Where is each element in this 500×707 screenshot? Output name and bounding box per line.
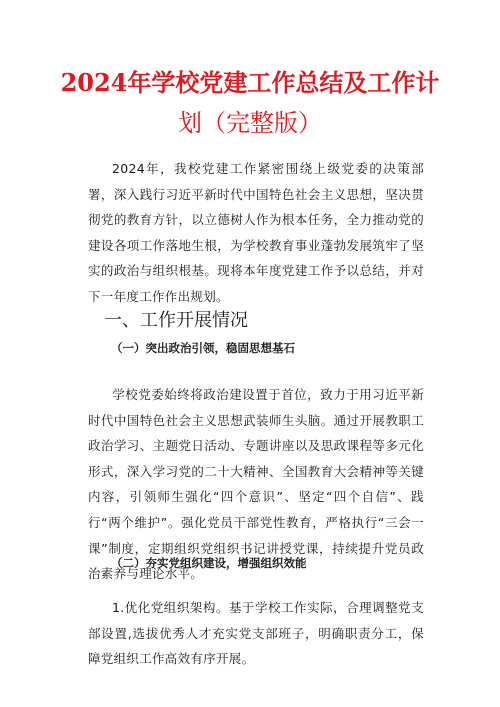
subsection-heading-1: （一）突出政治引领，稳固思想基石 xyxy=(111,341,295,355)
document-title-line2: 划（完整版） xyxy=(178,109,322,137)
section-heading-1: 一、工作开展情况 xyxy=(104,310,248,331)
intro-paragraph xyxy=(88,156,424,310)
body-text-2: 1.优化党组织架构。基于学校工作实际，合理调整党支部设置,选拔优秀人才充实党支部班子，明确职责分工，保障党组织工作高效有序开展。 xyxy=(88,600,424,667)
document-title-line1: 2024年学校党建工作总结及工作计 xyxy=(60,68,440,97)
body-text-1: 学校党委始终将政治建设置于首位，致力于用习近平新时代中国特色社会主义思想武装师生头脑。通过开展教职工政治学习、主题党日活动、专题讲座以及思政课程等多元化形式，深入学习党的二十大精神、全国教育大会精神等关键内容，引领师生强化“四个意识”、坚定“四个自信”、践行“两个维护”。强化党员干部党性教育，严格执行“三会一课”制度，定期组织党组织书记讲授党课，持续提升党员政治素养与理论水平。 xyxy=(88,387,424,582)
intro-text: 2024年，我校党建工作紧密围绕上级党委的决策部署，深入践行习近平新时代中国特色社会主义思想，坚决贯彻党的教育方针，以立德树人作为根本任务，全力推动党的建设各项工作落地生根，为学校教育事业蓬勃发展筑牢了坚实的政治与组织根基。现将本年度党建工作予以总结，并对下一年度工作作出规划。 xyxy=(88,161,424,304)
subsection-heading-2: （二）夯实党组织建设，增强组织效能 xyxy=(111,556,307,570)
body-paragraph-2 xyxy=(88,595,424,672)
